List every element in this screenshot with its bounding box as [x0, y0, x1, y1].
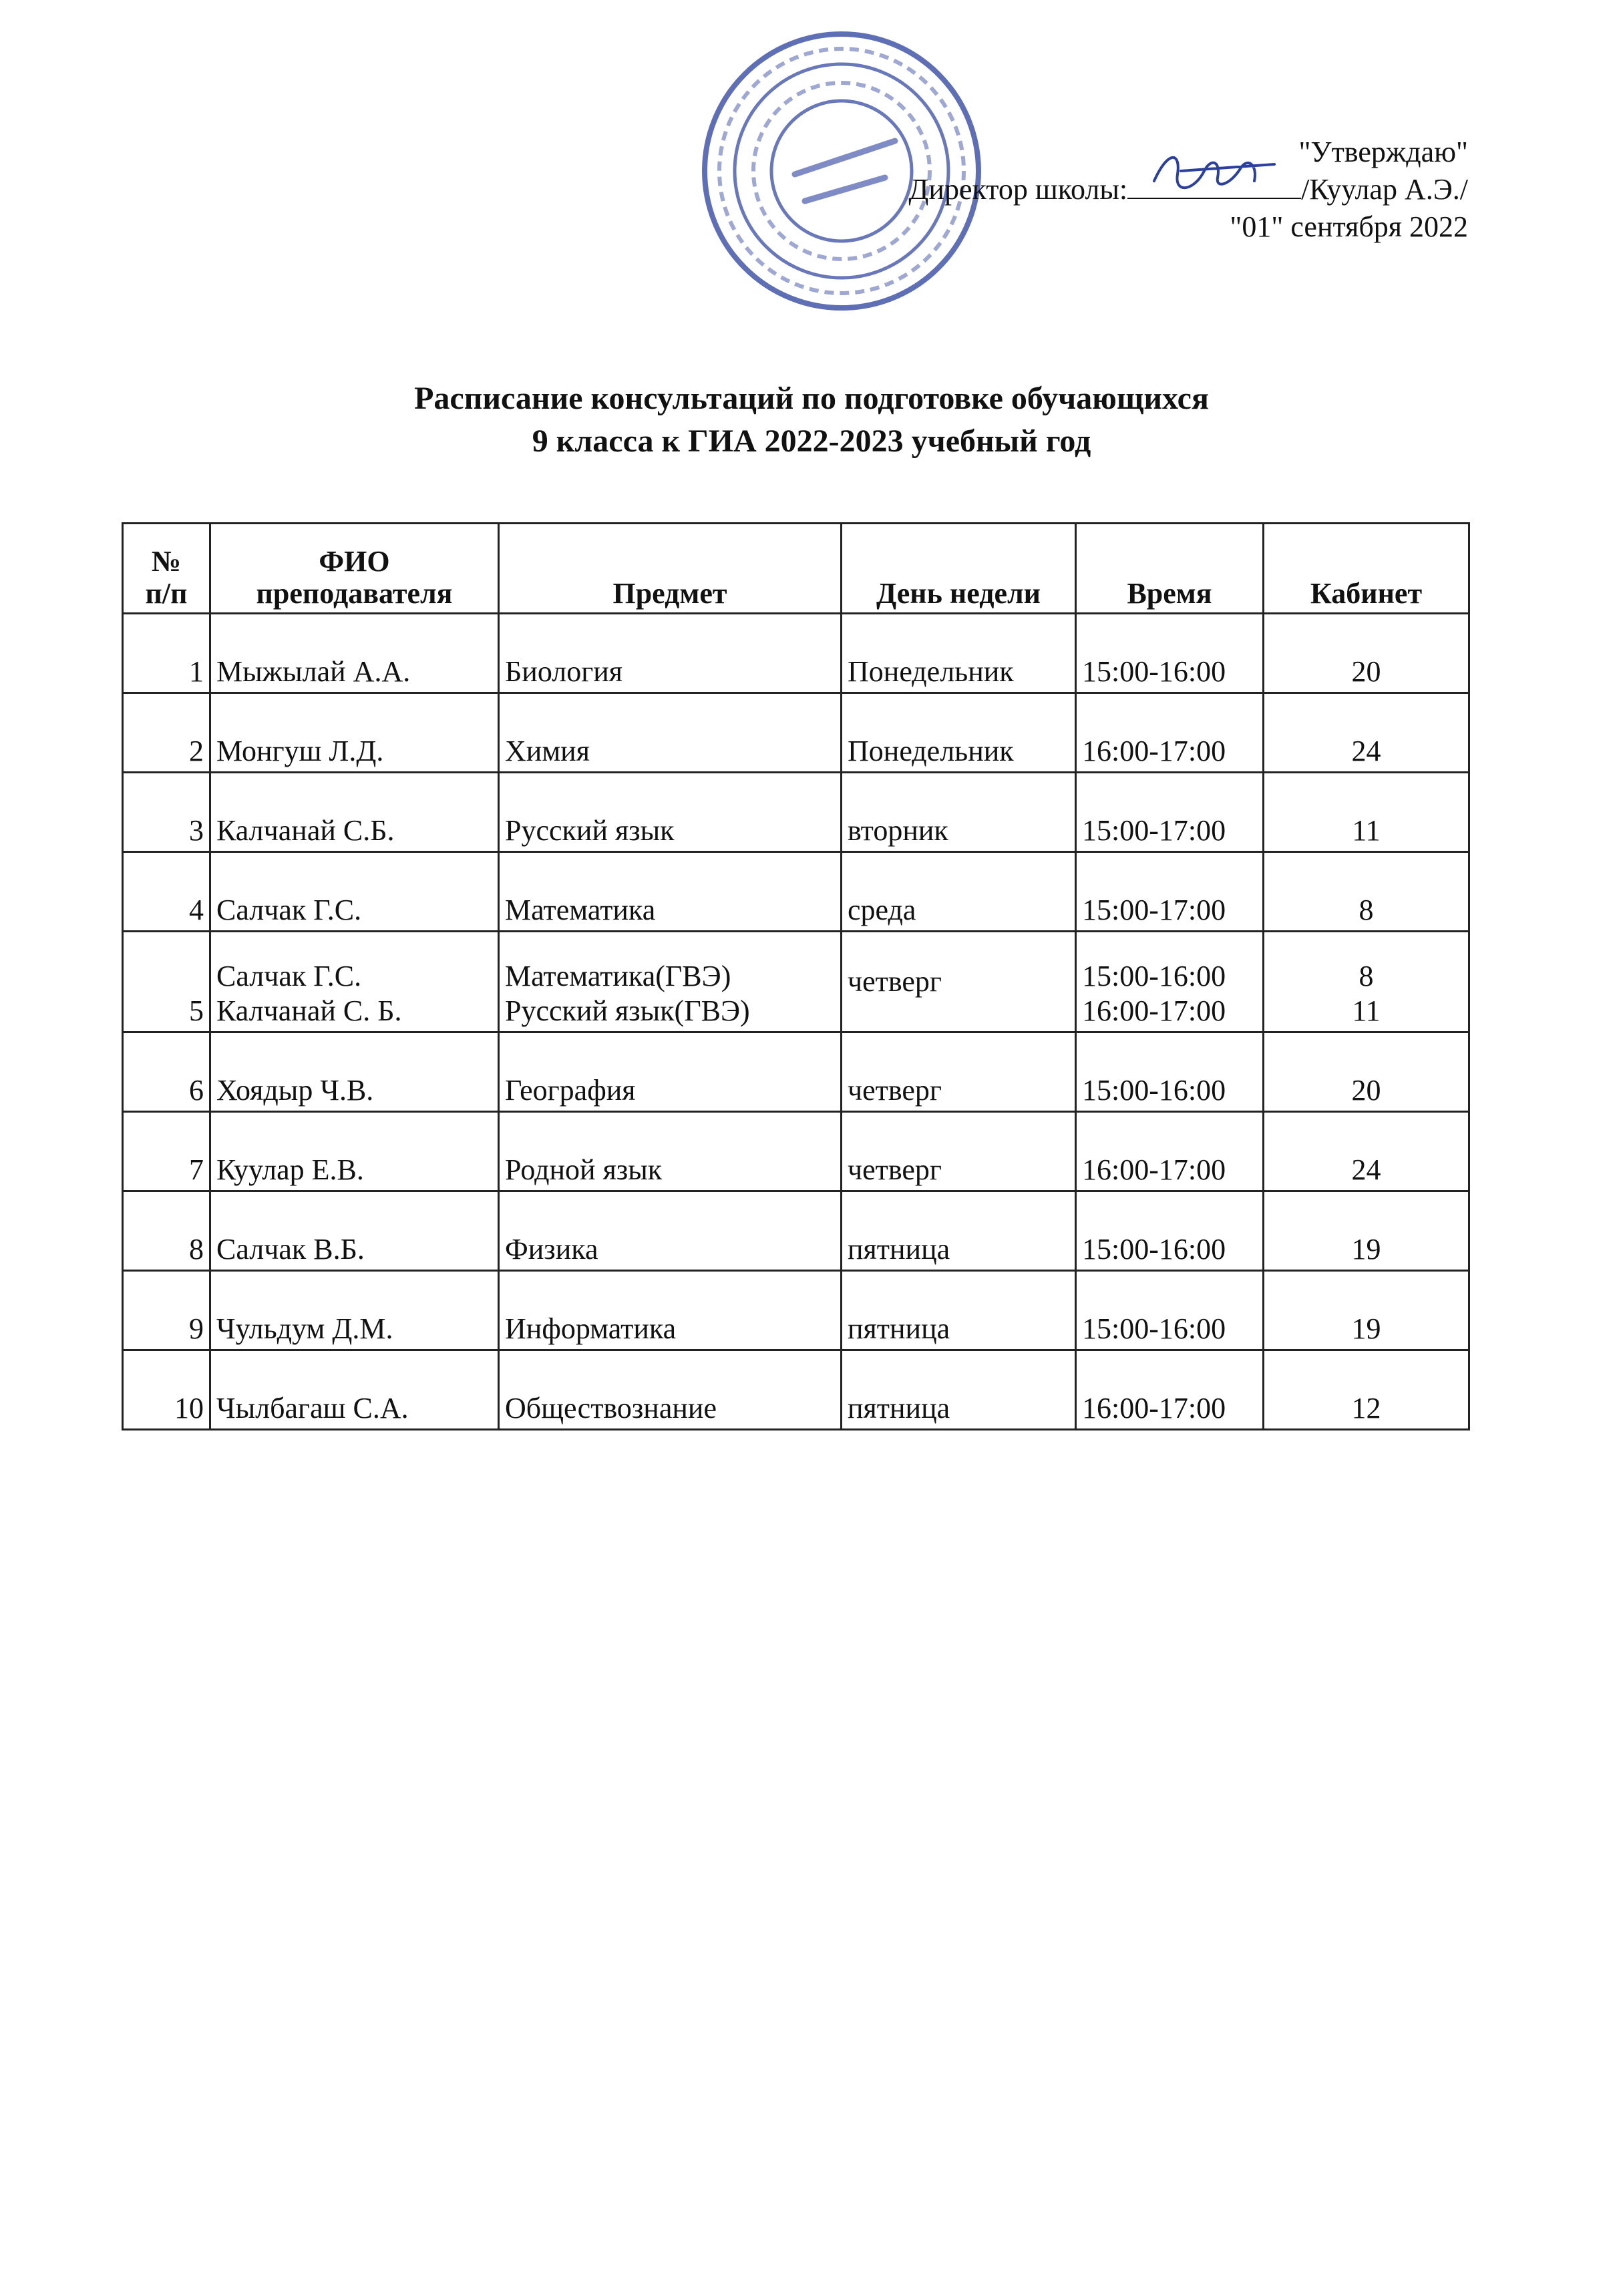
cell-teacher: Салчак Г.С. [210, 852, 499, 932]
table-header-row [123, 524, 1469, 614]
cell-num: 7 [123, 1112, 210, 1191]
cell-num: 10 [123, 1350, 210, 1430]
cell-time: 16:00-17:00 [1076, 1350, 1264, 1430]
cell-subject: Физика [499, 1191, 842, 1271]
cell-time: 16:00-17:00 [1076, 1112, 1264, 1191]
table-row [123, 932, 1469, 1032]
document-title [0, 377, 1623, 463]
cell-teacher: Салчак Г.С. Калчанай С. Б. [210, 932, 499, 1032]
cell-room: 19 [1264, 1191, 1469, 1271]
header-num: № п/п [123, 524, 210, 614]
cell-day: Понедельник [842, 693, 1076, 773]
cell-day: четверг [842, 932, 1076, 1032]
cell-day: вторник [842, 773, 1076, 852]
signature-blank [1127, 171, 1301, 199]
cell-day: Понедельник [842, 614, 1076, 693]
cell-num: 1 [123, 614, 210, 693]
cell-subject: Обществознание [499, 1350, 842, 1430]
cell-time: 15:00-16:00 [1076, 1032, 1264, 1112]
cell-room: 20 [1264, 614, 1469, 693]
cell-day: четверг [842, 1112, 1076, 1191]
table-row [123, 1350, 1469, 1430]
cell-subject: Родной язык [499, 1112, 842, 1191]
director-line [908, 171, 1468, 208]
cell-day: пятница [842, 1271, 1076, 1350]
cell-room: 12 [1264, 1350, 1469, 1430]
header-subject: Предмет [499, 524, 842, 614]
cell-room: 24 [1264, 693, 1469, 773]
cell-day: четверг [842, 1032, 1076, 1112]
cell-subject: Русский язык [499, 773, 842, 852]
cell-time: 15:00-16:00 16:00-17:00 [1076, 932, 1264, 1032]
cell-num: 6 [123, 1032, 210, 1112]
header-teacher: ФИО преподавателя [210, 524, 499, 614]
cell-teacher: Калчанай С.Б. [210, 773, 499, 852]
cell-room: 8 [1264, 852, 1469, 932]
cell-num: 4 [123, 852, 210, 932]
header-time: Время [1076, 524, 1264, 614]
cell-teacher: Салчак В.Б. [210, 1191, 499, 1271]
cell-num: 5 [123, 932, 210, 1032]
cell-subject: Химия [499, 693, 842, 773]
approval-date: "01" сентября 2022 [1230, 210, 1468, 243]
cell-subject: Математика(ГВЭ) Русский язык(ГВЭ) [499, 932, 842, 1032]
cell-subject: География [499, 1032, 842, 1112]
cell-teacher: Чульдум Д.М. [210, 1271, 499, 1350]
cell-day: пятница [842, 1350, 1076, 1430]
director-label: Директор школы: [908, 173, 1128, 206]
table-row [123, 1271, 1469, 1350]
table-row [123, 1112, 1469, 1191]
table-row [123, 693, 1469, 773]
cell-room: 11 [1264, 773, 1469, 852]
cell-room: 8 11 [1264, 932, 1469, 1032]
cell-room: 19 [1264, 1271, 1469, 1350]
cell-time: 15:00-16:00 [1076, 614, 1264, 693]
cell-teacher: Чылбагаш С.А. [210, 1350, 499, 1430]
table-row [123, 1191, 1469, 1271]
cell-subject: Математика [499, 852, 842, 932]
table-row [123, 852, 1469, 932]
title-line-2: 9 класса к ГИА 2022-2023 учебный год [532, 423, 1091, 459]
cell-time: 15:00-16:00 [1076, 1191, 1264, 1271]
cell-num: 9 [123, 1271, 210, 1350]
cell-teacher: Монгуш Л.Д. [210, 693, 499, 773]
cell-teacher: Куулар Е.В. [210, 1112, 499, 1191]
approval-heading: "Утверждаю" [1298, 136, 1468, 168]
table-row [123, 773, 1469, 852]
cell-subject: Информатика [499, 1271, 842, 1350]
title-line-1: Расписание консультаций по подготовке обучающихся [414, 381, 1209, 416]
cell-time: 15:00-17:00 [1076, 773, 1264, 852]
cell-teacher: Мыжылай А.А. [210, 614, 499, 693]
cell-time: 15:00-17:00 [1076, 852, 1264, 932]
cell-day: пятница [842, 1191, 1076, 1271]
handwritten-signature [1141, 144, 1288, 204]
cell-num: 2 [123, 693, 210, 773]
cell-num: 8 [123, 1191, 210, 1271]
cell-time: 15:00-16:00 [1076, 1271, 1264, 1350]
director-name: /Куулар А.Э./ [1301, 173, 1468, 206]
table-row [123, 1032, 1469, 1112]
cell-room: 24 [1264, 1112, 1469, 1191]
cell-room: 20 [1264, 1032, 1469, 1112]
cell-day: среда [842, 852, 1076, 932]
header-day: День недели [842, 524, 1076, 614]
table-row [123, 614, 1469, 693]
cell-teacher: Хоядыр Ч.В. [210, 1032, 499, 1112]
cell-subject: Биология [499, 614, 842, 693]
schedule-table [122, 522, 1470, 1430]
cell-time: 16:00-17:00 [1076, 693, 1264, 773]
cell-num: 3 [123, 773, 210, 852]
approval-block [908, 134, 1468, 246]
header-room: Кабинет [1264, 524, 1469, 614]
